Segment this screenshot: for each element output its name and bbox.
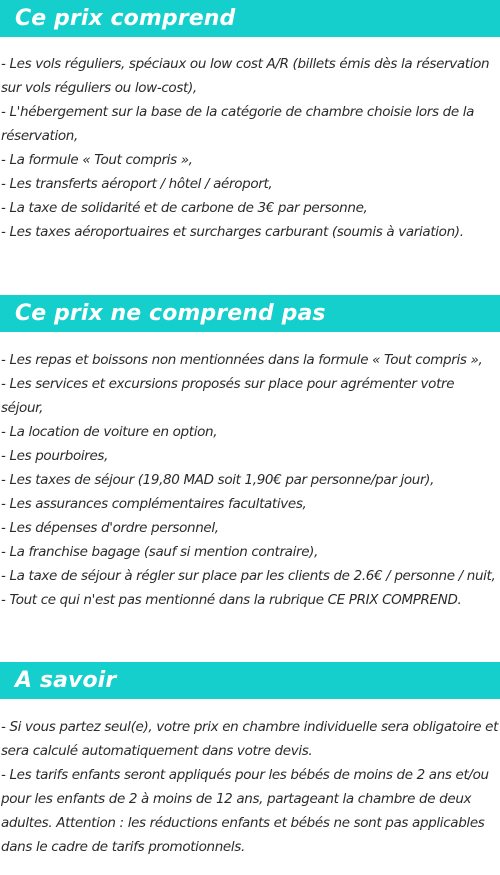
list-item: - Les repas et boissons non mentionnées dans la formule « Tout compris », xyxy=(1,352,483,368)
list-item: - Si vous partez seul(e), votre prix en chambre individuelle sera obligatoire et sera calculé automatiquement dans votre devis. xyxy=(1,719,499,759)
list-item: - La taxe de séjour à régler sur place par les clients de 2.6€ / personne / nuit, xyxy=(1,568,496,584)
section-title: Ce prix ne comprend pas xyxy=(15,300,326,326)
list-item: - Les transferts aéroport / hôtel / aéroport, xyxy=(1,176,273,192)
list-item: - Les pourboires, xyxy=(1,448,109,464)
list-item: - Les assurances complémentaires facultatives, xyxy=(1,496,307,512)
section-good-to-know xyxy=(0,662,500,859)
list-item: - Les services et excursions proposés sur place pour agrémenter votre séjour, xyxy=(1,376,455,416)
section-title: A savoir xyxy=(15,667,117,693)
list-item: - La formule « Tout compris », xyxy=(1,152,193,168)
list-item: - Les dépenses d'ordre personnel, xyxy=(1,520,219,536)
list-item: - Les taxes aéroportuaires et surcharges carburant (soumis à variation). xyxy=(1,224,464,240)
list-item: - Les taxes de séjour (19,80 MAD soit 1,90€ par personne/par jour), xyxy=(1,472,435,488)
section-title: Ce prix comprend xyxy=(15,5,236,31)
list-item: - Tout ce qui n'est pas mentionné dans la rubrique CE PRIX COMPREND. xyxy=(1,592,462,608)
inclusions-list xyxy=(0,52,500,244)
section-price-excludes xyxy=(0,295,500,612)
list-item: - Les tarifs enfants seront appliqués pour les bébés de moins de 2 ans et/ou pour les enfants de 2 à moins de 12 ans, partageant la chambre de deux adultes. Attention : les réductions enfants et bébés ne sont pas applicables dans le cadre de tarifs promotionnels. xyxy=(1,767,489,855)
info-list xyxy=(0,715,500,859)
list-item: - Les vols réguliers, spéciaux ou low cost A/R (billets émis dès la réservation sur vols réguliers ou low-cost), xyxy=(1,56,490,96)
section-header xyxy=(0,295,500,332)
list-item: - La taxe de solidarité et de carbone de 3€ par personne, xyxy=(1,200,368,216)
list-item: - L'hébergement sur la base de la catégorie de chambre choisie lors de la réservation, xyxy=(1,104,475,144)
list-item: - La franchise bagage (sauf si mention contraire), xyxy=(1,544,319,560)
section-header xyxy=(0,0,500,37)
section-header xyxy=(0,662,500,699)
list-item: - La location de voiture en option, xyxy=(1,424,218,440)
exclusions-list xyxy=(0,348,500,612)
section-price-includes xyxy=(0,0,500,244)
